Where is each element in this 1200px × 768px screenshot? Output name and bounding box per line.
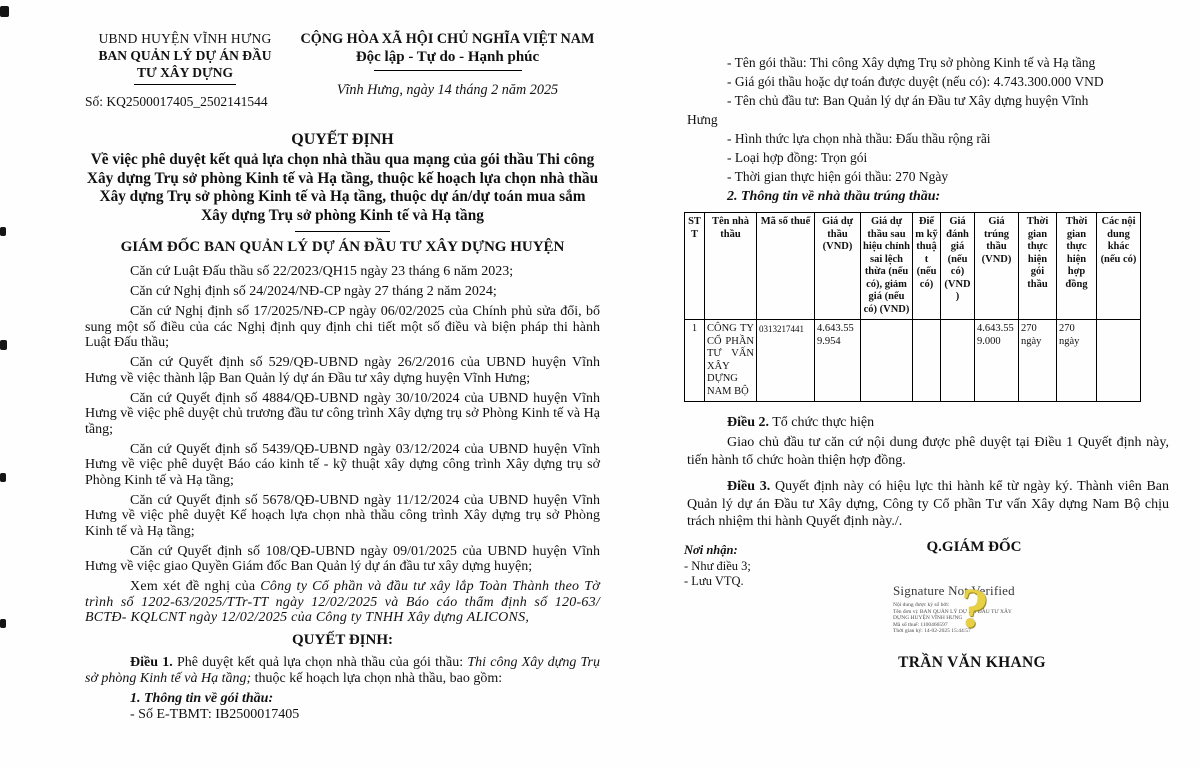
article-1-package-name: Thi công Xây dựng Trụ sở phòng Kinh tế và Hạ tầng; [85,655,600,686]
doc-subtitle: Về việc phê duyệt kết quả lựa chọn nhà thầu qua mạng của gói thầu Thi công Xây dựng Trụ sở phòng Kinh tế và Hạ tầng, thuộc kế hoạch lựa chọn nhà thầu Xây dựng Trụ sở phòng Kinh tế và Hạ tầng, thuộc dự án/dự toán mua sắm Xây dựng Trụ sở phòng Kinh tế và Hạ tầng [86,151,599,224]
recital-paragraph: Căn cứ Quyết định số 529/QĐ-UBND ngày 26/2/2016 của UBND huyện Vĩnh Hưng về việc thành lập Ban Quản lý dự án Đầu tư xây dựng huyện Vĩnh Hưng; [85,355,600,386]
national-motto-line2: Độc lập - Tự do - Hạnh phúc [355,49,540,65]
package-bullet: - Thời gian thực hiện gói thầu: 270 Ngày [727,169,949,184]
package-bullet: - Hình thức lựa chọn nhà thầu: Đấu thầu rộng rãi [727,131,991,146]
issuing-org-block [85,30,285,110]
org-parent-name: UBND HUYỆN VĨNH HƯNG [98,31,272,46]
stamp-detail-line: Mã số thuế: 1100466597 [893,621,948,628]
national-header-block [295,30,600,110]
article-3-paragraph [687,478,1169,531]
scan-artifact [0,227,6,236]
signer-name: TRẦN VĂN KHANG [898,654,1046,671]
recipient-line: - Như điều 3; [684,558,751,573]
table-cell: 4.643.559.954 [815,320,861,402]
stamp-detail-line: Tên đơn vị: BAN QUẢN LÝ DỰ ÁN ĐẦU TƯ XÂY [893,608,1012,615]
place-date-line: Vĩnh Hưng, ngày 14 tháng 2 năm 2025 [336,82,559,98]
article-2-label: Điều 2. [727,415,769,430]
table-row [685,320,1141,402]
right-column [687,53,1169,531]
doc-title: QUYẾT ĐỊNH [291,131,394,148]
table-cell [941,320,975,402]
table-cell: 0313217441 [757,320,815,402]
table-header-cell: Thời gian thực hiện gói thầu [1019,213,1057,320]
recital-paragraph: Căn cứ Quyết định số 108/QĐ-UBND ngày 09/01/2025 của UBND huyện Vĩnh Hưng về việc giao Quyền Giám đốc Ban Quản lý dự án đầu tư xây dựng huyện; [85,543,600,574]
winner-section-heading: 2. Thông tin về nhà thầu trúng thầu: [727,189,941,204]
recital-paragraph: Căn cứ Nghị định số 17/2025/NĐ-CP ngày 06/02/2025 của Chính phủ sửa đổi, bổ sung một số điều của các Nghị định quy định chi tiết một số điều và biện pháp thi hành Luật Đấu thầu; [85,304,600,350]
table-cell: 1 [685,320,705,402]
org-name-line1: BAN QUẢN LÝ DỰ ÁN ĐẦU [98,48,272,63]
section-divider [295,231,390,232]
signer-title: Q.GIÁM ĐỐC [926,539,1022,555]
consideration-intro: Xem xét đề nghị của [130,579,261,594]
table-header-cell: Giá đánh giá (nếu có) (VND) [941,213,975,320]
stamp-detail-line: Thời gian ký: 14-02-2025 15:44:57 [893,628,971,635]
org-underline [134,84,236,85]
stamp-title: Signature Not Verified [893,583,1015,598]
recital-paragraph: Căn cứ Luật Đấu thầu số 22/2023/QH15 ngày 23 tháng 6 năm 2023; [130,264,514,279]
recital-paragraph: Căn cứ Quyết định số 4884/QĐ-UBND ngày 30/10/2024 của UBND huyện Vĩnh Hưng về việc phê duyệt chủ trương đầu tư công trình Xây dựng trụ sở Phòng Kinh tế và Hạ tầng; [85,390,600,437]
table-cell [861,320,913,402]
authority-heading: GIÁM ĐỐC BAN QUẢN LÝ DỰ ÁN ĐẦU TƯ XÂY DỰNG HUYỆN [120,239,565,255]
recipient-line: - Lưu VTQ. [684,574,744,588]
table-header-cell: Mã số thuế [757,213,815,320]
table-cell: 270 ngày [1019,320,1057,402]
scan-artifact [0,6,9,17]
recital-paragraph: Căn cứ Quyết định số 5439/QĐ-UBND ngày 03/12/2024 của UBND huyện Vĩnh Hưng về việc phê duyệt Báo cáo kinh tế - kỹ thuật xây dựng công trình Xây dựng trụ sở Phòng Kinh tế và Hạ tầng; [85,441,600,488]
article-1-paragraph [85,655,600,686]
article-2-body: Giao chủ đầu tư căn cứ nội dung được phê duyệt tại Điều 1 Quyết định này, tiến hành tổ chức hoàn thiện hợp đồng. [687,435,1169,468]
stamp-detail-line: DỰNG HUYỆN VĨNH HƯNG [893,615,963,622]
table-header-cell: Tên nhà thầu [705,213,757,320]
consideration-block [85,579,600,723]
recital-paragraph: Căn cứ Quyết định số 5678/QĐ-UBND ngày 11/12/2024 của UBND huyện Vĩnh Hưng về việc phê duyệt Kế hoạch lựa chọn nhà thầu công trình Xây dựng trụ sở Phòng Kinh tế và Hạ tầng; [85,492,600,539]
table-cell: 270 ngày [1057,320,1097,402]
table-header-cell: STT [685,213,705,320]
bidder-table [684,212,1141,402]
package-info-etbmt: - Số E-TBMT: IB2500017405 [130,707,300,722]
scan-artifact [0,340,7,350]
national-motto-line1: CỘNG HÒA XÃ HỘI CHỦ NGHĨA VIỆT NAM [300,31,595,47]
package-info-heading: 1. Thông tin về gói thầu: [130,690,274,706]
recipients-block [684,543,751,590]
scan-artifact [0,619,6,628]
question-mark-icon: ? [956,576,992,642]
article-1-text-after: thuộc kế hoạch lựa chọn nhà thầu, bao gồm: [251,670,503,686]
doc-number: Số: KQ2500017405_2502141544 [85,94,268,109]
package-bullets-block [687,53,1169,186]
article-2-heading [687,413,1169,432]
table-cell [913,320,941,402]
consideration-italic: Công ty Cổ phần và đầu tư xây lắp Toàn Thành theo Tờ trình số 1202-63/2025/TTr-TT ngày 12/02/2025 và Báo cáo thẩm định số 120-63/ BCTĐ- KQLCNT ngày 12/02/2025 của Công ty TNHH Xây dựng ALICONS, [85,579,600,625]
table-header-cell: Thời gian thực hiện hợp đồng [1057,213,1097,320]
decision-heading: QUYẾT ĐỊNH: [292,631,393,648]
table-header-cell: Giá trúng thầu (VND) [975,213,1019,320]
signature-stamp [893,583,1103,635]
package-bullet: - Giá gói thầu hoặc dự toán được duyệt (nếu có): 4.743.300.000 VND [727,74,1104,89]
recipient-lines [684,559,751,590]
article-1-text: Phê duyệt kết quả lựa chọn nhà thầu của gói thầu: [172,655,468,670]
package-bullet: - Loại hợp đồng: Trọn gói [727,150,868,165]
table-header-cell: Điểm kỹ thuật (nếu có) [913,213,941,320]
consideration-paragraph [85,579,600,626]
article-3-label: Điều 3. [727,479,771,494]
motto-underline [374,70,522,71]
package-bullet: - Tên gói thầu: Thi công Xây dựng Trụ sở phòng Kinh tế và Hạ tầng [727,55,1096,70]
left-column [85,30,600,723]
recitals-block [85,264,600,575]
article-3-text: Quyết định này có hiệu lực thi hành kể từ ngày ký. Thành viên Ban Quản lý dự án Đầu tư Xây dựng, Công ty Cổ phần Tư vấn Xây dựng Nam Bộ chịu trách nhiệm thi hành Quyết định này./. [687,479,1169,529]
scan-artifact [0,473,6,482]
document-header [85,30,600,110]
table-cell: 4.643.559.000 [975,320,1019,402]
table-cell [1097,320,1141,402]
stamp-detail-line: Nội dung được ký số bởi: [893,602,950,608]
recital-paragraph: Căn cứ Nghị định số 24/2024/NĐ-CP ngày 27 tháng 2 năm 2024; [130,284,497,299]
recipients-label: Nơi nhận: [684,543,738,557]
org-name-line2: TƯ XÂY DỰNG [137,65,233,80]
table-header-cell: Giá dự thầu (VND) [815,213,861,320]
article-2-title: Tổ chức thực hiện [769,415,875,430]
package-bullet: Hưng [687,112,718,127]
table-header-cell: Các nội dung khác (nếu có) [1097,213,1141,320]
article-1-label: Điều 1. [130,655,173,670]
package-bullet: - Tên chủ đầu tư: Ban Quản lý dự án Đầu tư Xây dựng huyện Vĩnh [727,93,1089,108]
table-header-cell: Giá dự thầu sau hiệu chỉnh sai lệch thừa (nếu có), giảm giá (nếu có) (VND) [861,213,913,320]
table-cell: CÔNG TY CỔ PHẦN TƯ VẤN XÂY DỰNG NAM BỘ [705,320,757,402]
